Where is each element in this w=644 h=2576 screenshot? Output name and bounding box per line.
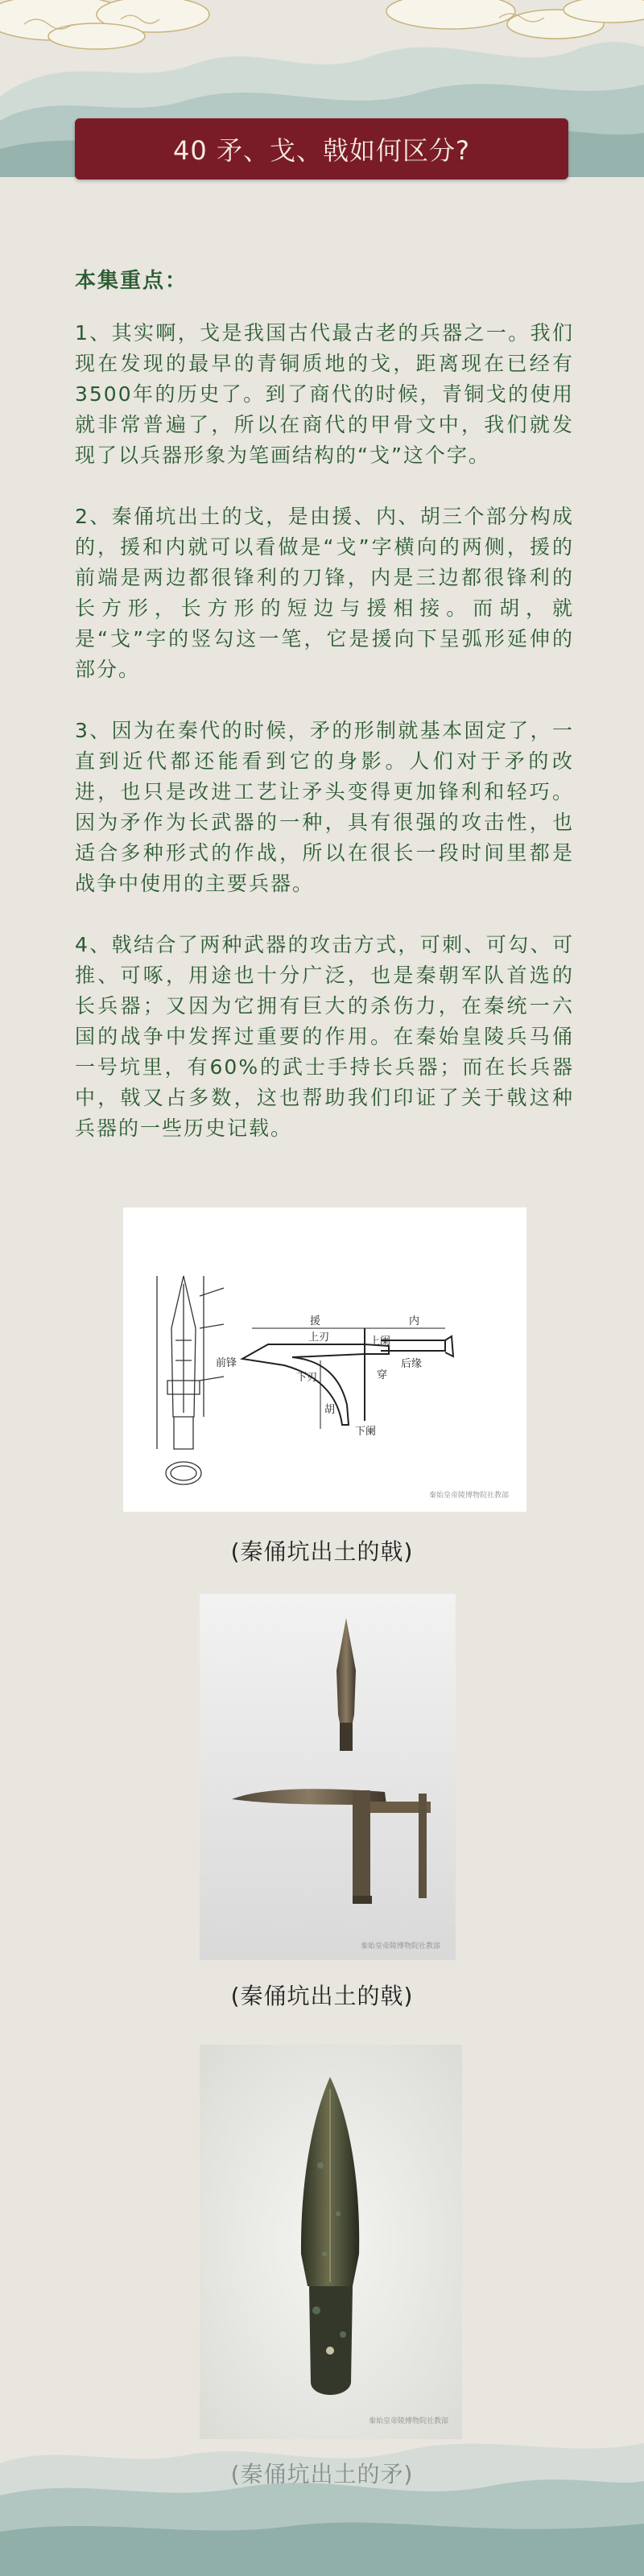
figure-3-watermark: 秦始皇帝陵博物院社教部	[369, 2417, 449, 2425]
paragraph-3: 3、因为在秦代的时候，矛的形制就基本固定了，一直到近代都还能看到它的身影。人们对于矛的改进，也只是改进工艺让矛头变得更加锋利和轻巧。因为矛作为长武器的一种，具有很强的攻击性，也适合多种形式的作战，所以在很长一段时间里都是战争中使用的主要兵器。	[75, 719, 574, 895]
label-xia-ren: 下刃	[296, 1372, 318, 1384]
ji-diagram-drawing	[123, 1208, 526, 1512]
label-nei: 内	[409, 1315, 420, 1327]
bottom-landscape-decoration	[0, 2367, 644, 2576]
title-banner	[75, 118, 568, 180]
paragraph-2: 2、秦俑坑出土的戈，是由援、内、胡三个部分构成的，援和内就可以看做是“戈”字横向的两侧，援的前端是两边都很锋利的刀锋，内是三边都很锋利的长方形，长方形的短边与援相接。而胡，就是“戈”字的竖勾这一笔，它是援向下呈弧形延伸的部分。	[75, 505, 574, 681]
paragraph-4: 4、戟结合了两种武器的攻击方式，可刺、可勾、可推、可啄，用途也十分广泛，也是秦朝军队首选的长兵器；又因为它拥有巨大的杀伤力，在秦统一六国的战争中发挥过重要的作用。在秦始皇陵兵马俑一号坑里，有60%的武士手持长兵器；而在长兵器中，戟又占多数，这也帮助我们印证了关于戟这种兵器的一些历史记载。	[75, 933, 574, 1140]
article-body	[75, 318, 574, 1174]
label-yuan: 援	[310, 1315, 321, 1327]
paragraph-1: 1、其实啊，戈是我国古代最古老的兵器之一。我们现在发现的最早的青铜质地的戈，距离现在已经有3500年的历史了。到了商代的时候，青铜戈的使用就非常普遍了，所以在商代的甲骨文中，我们就发现了以兵器形象为笔画结构的“戈”这个字。	[75, 321, 574, 467]
figure-2-caption: (秦俑坑出土的戟)	[230, 1983, 414, 2009]
label-qian-feng: 前锋	[216, 1357, 237, 1369]
label-xia-lan: 下阑	[355, 1426, 377, 1438]
label-hou-yuan: 后缘	[401, 1358, 423, 1370]
label-chuan: 穿	[377, 1369, 388, 1381]
page-title: 40 矛、戈、戟如何区分?	[173, 135, 470, 166]
label-hu: 胡	[324, 1404, 336, 1416]
figure-2-watermark: 秦始皇帝陵博物院社教部	[361, 1942, 441, 1951]
figure-1-caption: (秦俑坑出土的戟)	[230, 1538, 414, 1565]
figure-1-watermark: 秦始皇帝陵博物院社教部	[429, 1492, 510, 1500]
label-shang-lan: 上阑	[369, 1335, 391, 1348]
ji-photo-drawing	[200, 1594, 456, 1960]
figure-ji-photo	[200, 1594, 456, 1960]
section-heading: 本集重点：	[75, 269, 188, 293]
figure-ji-diagram	[123, 1208, 526, 1512]
label-shang-ren: 上刃	[308, 1331, 330, 1344]
